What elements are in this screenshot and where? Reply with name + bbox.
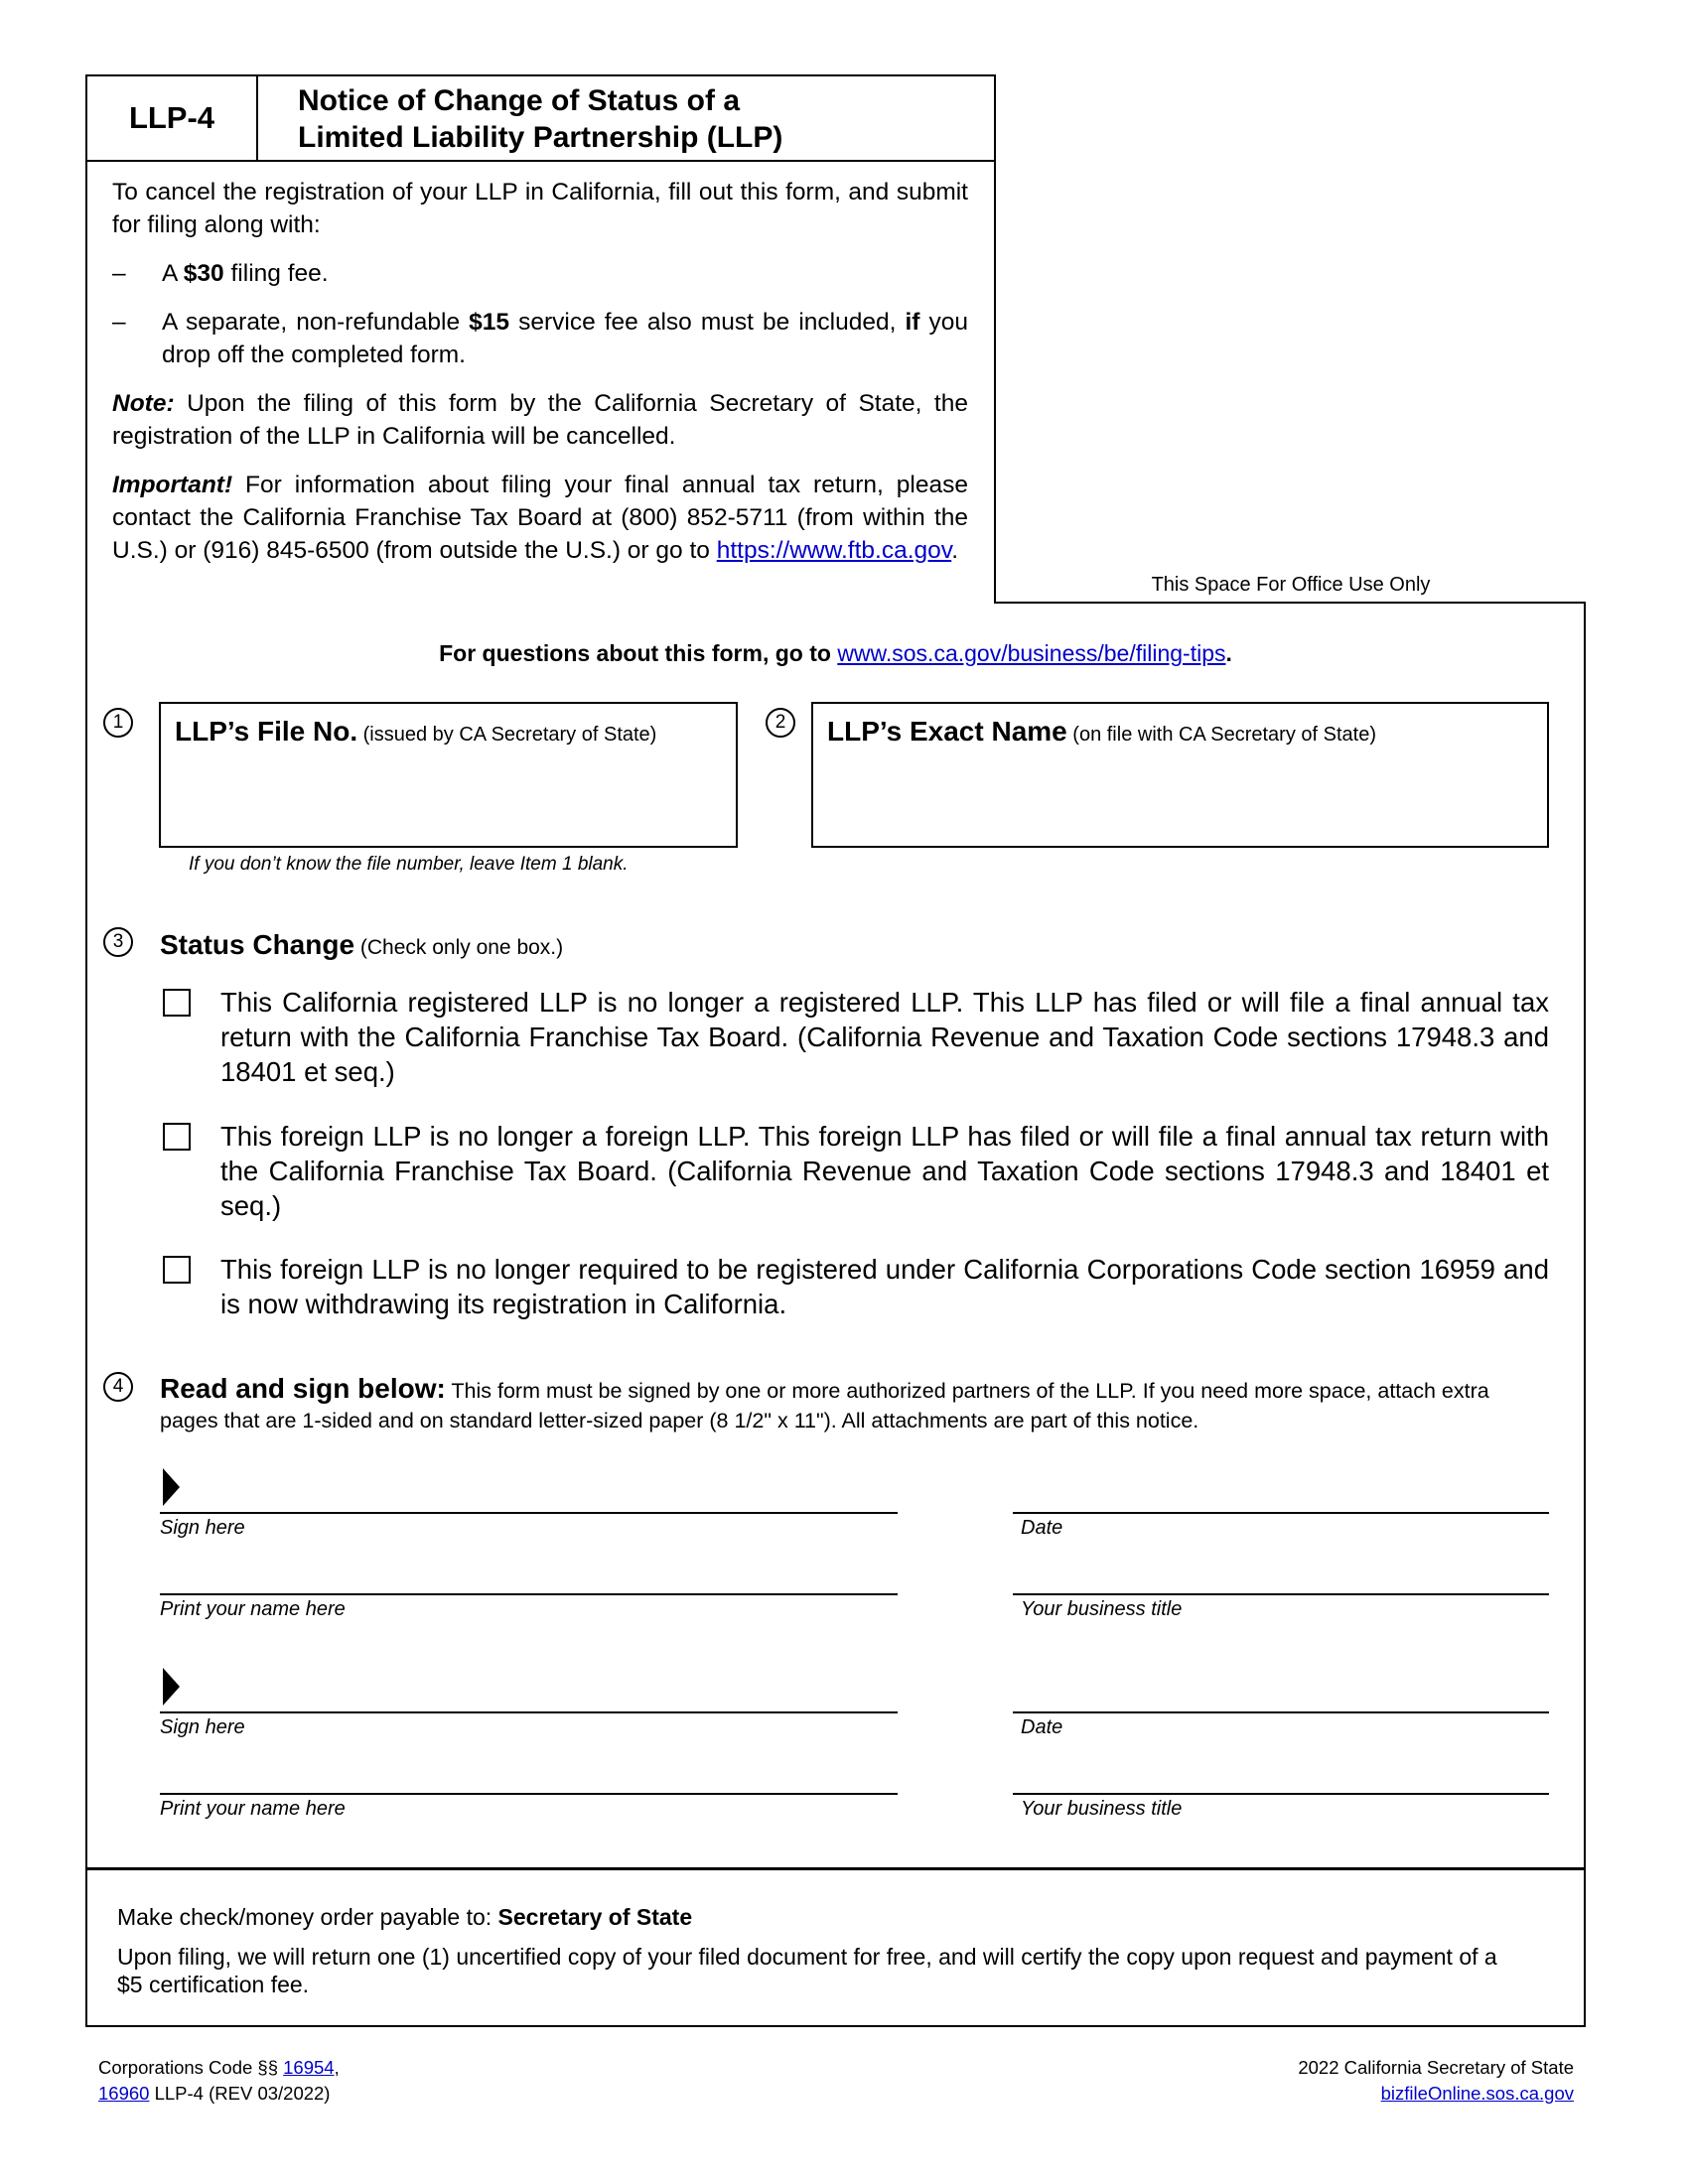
business-title-line-1[interactable] xyxy=(1013,1593,1549,1595)
header-box xyxy=(85,74,996,604)
code-16960-link[interactable]: 16960 xyxy=(98,2083,150,2104)
status-option-1-checkbox[interactable] xyxy=(163,989,191,1017)
form-title xyxy=(298,82,782,156)
business-title-line-2[interactable] xyxy=(1013,1793,1549,1795)
sign-arrow-icon xyxy=(163,1468,180,1506)
business-title-label: Your business title xyxy=(1021,1598,1183,1620)
signature-line-2[interactable] xyxy=(160,1711,898,1713)
footer-right xyxy=(1298,2055,1574,2107)
service-fee-bullet: – A separate, non-refundable $15 service fee also must be included, if you drop off the completed form. xyxy=(112,309,968,368)
date-label: Date xyxy=(1021,1716,1063,1738)
status-change-heading: Status Change (Check only one box.) xyxy=(160,929,564,960)
bizfile-link[interactable]: bizfileOnline.sos.ca.gov xyxy=(1380,2083,1574,2104)
instructions xyxy=(112,176,968,583)
title-line-2: Limited Liability Partnership (LLP) xyxy=(298,121,783,154)
print-name-line-2[interactable] xyxy=(160,1793,898,1795)
payment-payee: Make check/money order payable to: Secretary of State xyxy=(117,1904,693,1930)
file-number-field[interactable]: LLP’s File No. (issued by CA Secretary of State) xyxy=(159,702,738,848)
status-option-1-text: This California registered LLP is no longer a registered LLP. This LLP has filed or will file a final annual tax return with the California Franchise Tax Board. (California Revenue and Taxation Code sections 17948.3 and 18401 et seq.) xyxy=(220,987,1549,1087)
status-option-2-checkbox[interactable] xyxy=(163,1123,191,1151)
item-number-1: 1 xyxy=(103,708,133,738)
note: Note: Upon the filing of this form by the California Secretary of State, the registration of the LLP in California will be cancelled. xyxy=(112,390,968,450)
status-option-3-checkbox[interactable] xyxy=(163,1256,191,1284)
status-option-2-text: This foreign LLP is no longer a foreign LLP. This foreign LLP has filed or will file a final annual tax return with the California Franchise Tax Board. (California Revenue and Taxation Code sections 17948.3 and 18401 et seq.) xyxy=(220,1121,1549,1221)
questions-line: For questions about this form, go to www.sos.ca.gov/business/be/filing-tips. xyxy=(439,640,1232,666)
item-number-3: 3 xyxy=(103,927,133,957)
sign-arrow-icon xyxy=(163,1668,180,1706)
sign-instructions: Read and sign below: This form must be signed by one or more authorized partners of the LLP. If you need more space, attach extra pages that are 1-sided and on standard letter-sized paper (8 1/2" x 11"). All attachments are part of this notice. xyxy=(160,1373,1489,1433)
divider xyxy=(85,1867,1586,1870)
copyright: 2022 California Secretary of State xyxy=(1298,2057,1574,2078)
print-name-label: Print your name here xyxy=(160,1798,346,1820)
intro-text: To cancel the registration of your LLP in California, fill out this form, and submit for filing along with: xyxy=(112,179,968,238)
fee-bullet: – A $30 filing fee. xyxy=(112,260,329,287)
title-line-1: Notice of Change of Status of a xyxy=(298,84,741,117)
sign-label: Sign here xyxy=(160,1517,245,1539)
print-name-label: Print your name here xyxy=(160,1598,346,1620)
header-title-row xyxy=(87,76,994,162)
important-note: Important! For information about filing your final annual tax return, please contact the California Franchise Tax Board at (800) 852-5711 (from within the U.S.) or (916) 845-6500 (from outside the U.S.) or go to https://www.ftb.ca.gov. xyxy=(112,472,968,564)
footer-left: Corporations Code §§ 16954, 16960 LLP-4 (REV 03/2022) xyxy=(98,2057,340,2104)
date-line-2[interactable] xyxy=(1013,1711,1549,1713)
item-number-4: 4 xyxy=(103,1372,133,1402)
form-number: LLP-4 xyxy=(87,76,258,160)
date-label: Date xyxy=(1021,1517,1063,1539)
llp-name-field[interactable]: LLP’s Exact Name (on file with CA Secretary of State) xyxy=(811,702,1549,848)
file-number-hint: If you don’t know the file number, leave Item 1 blank. xyxy=(189,854,629,875)
ftb-link[interactable]: https://www.ftb.ca.gov xyxy=(716,537,952,564)
print-name-line-1[interactable] xyxy=(160,1593,898,1595)
code-16954-link[interactable]: 16954 xyxy=(283,2057,335,2078)
date-line-1[interactable] xyxy=(1013,1512,1549,1514)
office-use-label: This Space For Office Use Only xyxy=(1151,574,1431,596)
business-title-label: Your business title xyxy=(1021,1798,1183,1820)
sign-label: Sign here xyxy=(160,1716,245,1738)
status-option-3-text: This foreign LLP is no longer required to be registered under California Corporations Code section 16959 and is now withdrawing its registration in California. xyxy=(220,1254,1549,1319)
signature-line-1[interactable] xyxy=(160,1512,898,1514)
copy-info: Upon filing, we will return one (1) uncertified copy of your filed document for free, and will certify the copy upon request and payment of a $5 certification fee. xyxy=(117,1944,1497,1997)
filing-tips-link[interactable]: www.sos.ca.gov/business/be/filing-tips xyxy=(837,640,1226,666)
item-number-2: 2 xyxy=(766,708,795,738)
